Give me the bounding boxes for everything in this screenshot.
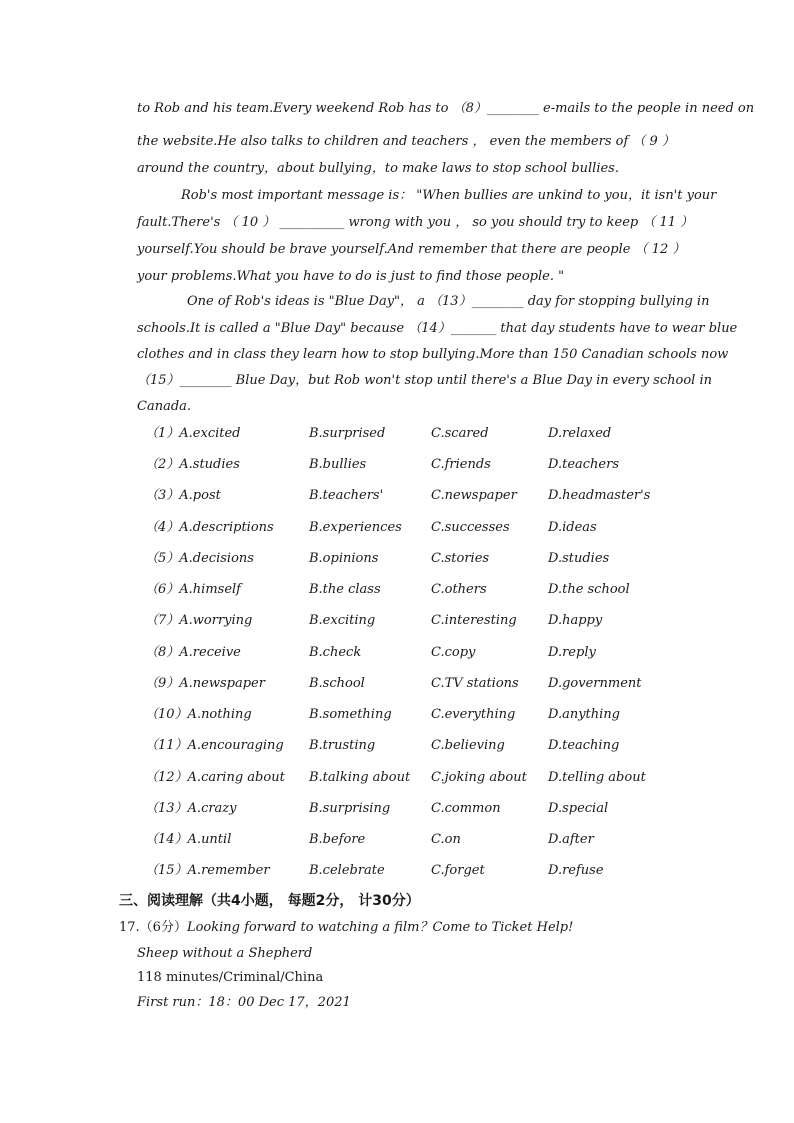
option-c: C.scared <box>431 426 489 441</box>
option-d: D.relaxed <box>548 426 612 441</box>
passage-line: the website.He also talks to children and teachers ， even the members of （ 9 ） <box>137 134 675 149</box>
passage-line: your problems.What you have to do is just to find those people. " <box>137 269 565 284</box>
option-d: D.after <box>548 832 594 847</box>
option-row <box>0 831 794 849</box>
section-heading: 三、阅读理解（共4小题， 每题2分， 计30分） <box>119 893 420 909</box>
option-d: D.the school <box>548 582 630 597</box>
question-number: 17.（6分） <box>119 920 187 935</box>
passage-line: around the country，about bullying，to make laws to stop school bullies. <box>137 161 619 176</box>
option-a: （5）A.decisions <box>145 551 254 566</box>
option-a: （6）A.himself <box>145 582 241 597</box>
option-c: C.newspaper <box>431 488 517 503</box>
option-row <box>0 425 794 443</box>
option-b: B.exciting <box>309 613 376 628</box>
option-row <box>0 612 794 630</box>
option-row <box>0 550 794 568</box>
option-a: （10）A.nothing <box>145 707 252 722</box>
option-a: （9）A.newspaper <box>145 676 265 691</box>
option-d: D.happy <box>548 613 603 628</box>
option-b: B.trusting <box>309 738 376 753</box>
option-b: B.surprised <box>309 426 386 441</box>
option-a: （7）A.worrying <box>145 613 253 628</box>
option-d: D.refuse <box>548 863 604 878</box>
option-c: C.interesting <box>431 613 517 628</box>
passage-line: （15）________ Blue Day，but Rob won't stop until there's a Blue Day in every school in <box>137 373 712 388</box>
question-prompt: Looking forward to watching a film？Come to Ticket Help! <box>186 920 574 935</box>
option-c: C.copy <box>431 645 476 660</box>
option-d: D.headmaster's <box>548 488 651 503</box>
film-title: Sheep without a Shepherd <box>137 946 313 961</box>
option-b: B.bullies <box>309 457 367 472</box>
option-a: （2）A.studies <box>145 457 240 472</box>
option-b: B.surprising <box>309 801 391 816</box>
option-c: C.believing <box>431 738 505 753</box>
option-d: D.anything <box>548 707 621 722</box>
option-a: （14）A.until <box>145 832 232 847</box>
first-run: First run：18：00 Dec 17，2021 <box>137 995 351 1010</box>
option-d: D.telling about <box>548 770 646 785</box>
option-c: C.stories <box>431 551 490 566</box>
option-row <box>0 456 794 474</box>
option-a: （1）A.excited <box>145 426 241 441</box>
option-a: （3）A.post <box>145 488 221 503</box>
option-b: B.the class <box>309 582 381 597</box>
question-17 <box>119 919 573 937</box>
option-row <box>0 737 794 755</box>
option-b: B.experiences <box>309 520 402 535</box>
film-info: 118 minutes/Criminal/China <box>137 970 324 985</box>
option-d: D.studies <box>548 551 610 566</box>
option-b: B.before <box>309 832 366 847</box>
option-d: D.teachers <box>548 457 619 472</box>
option-c: C.friends <box>431 457 491 472</box>
option-c: C.TV stations <box>431 676 519 691</box>
passage-line: Canada. <box>137 399 192 414</box>
option-c: C.successes <box>431 520 510 535</box>
option-c: C.everything <box>431 707 516 722</box>
option-b: B.opinions <box>309 551 379 566</box>
option-c: C.forget <box>431 863 485 878</box>
option-d: D.special <box>548 801 609 816</box>
option-a: （4）A.descriptions <box>145 520 274 535</box>
option-row <box>0 675 794 693</box>
option-b: B.check <box>309 645 362 660</box>
option-a: （15）A.remember <box>145 863 270 878</box>
option-row <box>0 519 794 537</box>
option-b: B.teachers' <box>309 488 384 503</box>
passage-line: schools.It is called a "Blue Day" because （14）_______ that day students have to wear blue <box>137 321 738 336</box>
option-d: D.teaching <box>548 738 620 753</box>
option-b: B.school <box>309 676 365 691</box>
option-row <box>0 581 794 599</box>
option-b: B.celebrate <box>309 863 385 878</box>
passage-line: One of Rob's ideas is "Blue Day"， a （13）________ day for stopping bullying in <box>187 294 710 309</box>
passage-line: fault.There's （ 10 ） __________ wrong with you ， so you should try to keep （ 11 ） <box>137 215 694 230</box>
option-c: C.joking about <box>431 770 527 785</box>
option-d: D.reply <box>548 645 596 660</box>
option-d: D.government <box>548 676 642 691</box>
option-row <box>0 706 794 724</box>
option-c: C.common <box>431 801 501 816</box>
option-c: C.others <box>431 582 487 597</box>
option-row <box>0 644 794 662</box>
option-a: （13）A.crazy <box>145 801 237 816</box>
option-c: C.on <box>431 832 461 847</box>
option-row <box>0 769 794 787</box>
option-row <box>0 862 794 880</box>
option-row <box>0 487 794 505</box>
option-row <box>0 800 794 818</box>
option-a: （8）A.receive <box>145 645 241 660</box>
passage-line: to Rob and his team.Every weekend Rob has to （8）________ e-mails to the people in need on <box>137 101 755 116</box>
option-b: B.talking about <box>309 770 411 785</box>
option-a: （12）A.caring about <box>145 770 285 785</box>
passage-line: clothes and in class they learn how to stop bullying.More than 150 Canadian schools now <box>137 347 729 362</box>
passage-line: yourself.You should be brave yourself.And remember that there are people （ 12 ） <box>137 242 686 257</box>
passage-line: Rob's most important message is： "When bullies are unkind to you，it isn't your <box>181 188 717 203</box>
option-d: D.ideas <box>548 520 597 535</box>
option-b: B.something <box>309 707 392 722</box>
option-a: （11）A.encouraging <box>145 738 284 753</box>
